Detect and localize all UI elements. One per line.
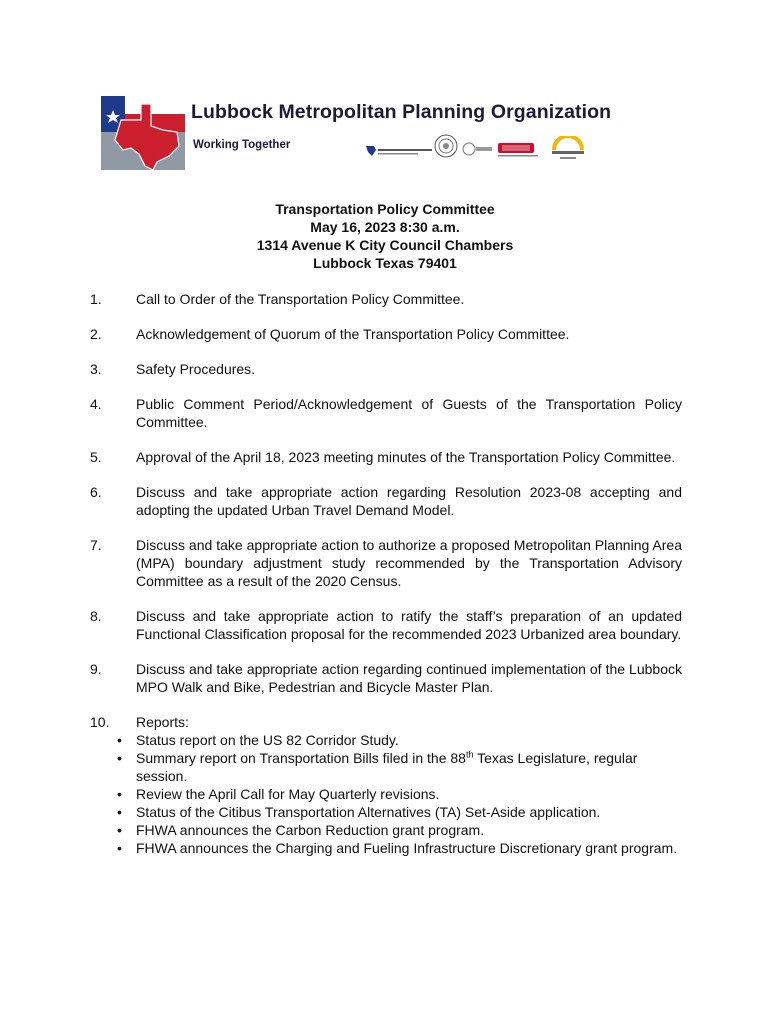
agenda-item-number: 6. (90, 484, 102, 500)
meeting-city: Lubbock Texas 79401 (313, 255, 457, 271)
meeting-heading (0, 200, 770, 272)
agenda-list (90, 290, 682, 857)
report-text: Status report on the US 82 Corridor Study. (136, 732, 399, 748)
report-text: FHWA announces the Charging and Fueling Infrastructure Discretionary grant program. (136, 840, 678, 856)
report-text-sup: th (465, 749, 474, 760)
agenda-item-text: Discuss and take appropriate action to authorize a proposed Metropolitan Planning Area (MPA) boundary adjustment study recommended by the Transportation Advisory Committee as a result of the 2020 Census. (136, 537, 682, 589)
report-bullet (117, 821, 682, 839)
report-text: FHWA announces the Carbon Reduction grant program. (136, 822, 485, 838)
report-bullet (117, 731, 682, 749)
agenda-item (90, 395, 682, 431)
agenda-item-number: 3. (90, 361, 102, 377)
city-of-lubbock-logo (462, 140, 494, 163)
bullet-icon: • (117, 822, 122, 838)
agenda-item-text: Discuss and take appropriate action regarding continued implementation of the Lubbock MPO Walk and Bike, Pedestrian and Bicycle Master Plan. (136, 661, 682, 695)
agenda-item (90, 448, 682, 466)
report-text: Review the April Call for May Quarterly revisions. (136, 786, 440, 802)
bullet-icon: • (117, 840, 122, 856)
agenda-item-text: Discuss and take appropriate action to ratify the staff’s preparation of an updated Functional Classification proposal for the recommended 2023 Urbanized area boundary. (136, 608, 682, 642)
reports-label: Reports: (136, 714, 189, 730)
lubbock-county-seal-logo (434, 134, 458, 163)
agenda-item-text: Safety Procedures. (136, 361, 256, 377)
agenda-item-text: Discuss and take appropriate action regarding Resolution 2023-08 accepting and adopting the updated Urban Travel Demand Model. (136, 484, 682, 518)
agenda-item-number: 7. (90, 537, 102, 553)
agenda-item (90, 360, 682, 378)
agenda-item (90, 483, 682, 519)
committee-title: Transportation Policy Committee (275, 201, 495, 217)
meeting-location: 1314 Avenue K City Council Chambers (256, 237, 514, 253)
report-text-pre: Summary report on Transportation Bills filed in the 88 (136, 750, 466, 766)
report-bullet (117, 803, 682, 821)
org-name: Lubbock Metropolitan Planning Organization (191, 101, 612, 123)
wolfforth-logo (548, 136, 588, 167)
bullet-icon: • (117, 804, 122, 820)
agenda-item-number: 2. (90, 326, 102, 342)
reports-item (90, 713, 682, 857)
agenda-item-number: 8. (90, 608, 102, 624)
lmpo-logo (101, 96, 185, 170)
agenda-item-number: 4. (90, 396, 102, 412)
report-bullet (117, 749, 682, 785)
agenda-item (90, 660, 682, 696)
agenda-item (90, 536, 682, 590)
agenda-item (90, 607, 682, 643)
agenda-item-text: Approval of the April 18, 2023 meeting minutes of the Transportation Policy Committee. (136, 449, 676, 465)
report-bullet (117, 785, 682, 803)
partner-logos (362, 132, 594, 162)
reports-bullet-list (90, 731, 682, 857)
agenda-item (90, 325, 682, 343)
report-text: Status of the Citibus Transportation Alternatives (TA) Set-Aside application. (136, 804, 601, 820)
report-bullet (117, 839, 682, 857)
agenda-item-number: 5. (90, 449, 102, 465)
agenda-item-text: Acknowledgement of Quorum of the Transportation Policy Committee. (136, 326, 570, 342)
agenda-item-number: 9. (90, 661, 102, 677)
report-text-post: Texas Legislature, regular session. (136, 750, 638, 784)
meeting-date-time: May 16, 2023 8:30 a.m. (310, 219, 460, 235)
agenda-item-number: 10. (90, 714, 110, 730)
bullet-icon: • (117, 750, 122, 766)
agenda-item-number: 1. (90, 291, 102, 307)
agenda-item (90, 290, 682, 308)
bullet-icon: • (117, 732, 122, 748)
agenda-item-text: Public Comment Period/Acknowledgement of Guests of the Transportation Policy Committee. (136, 396, 682, 430)
txdot-logo (364, 144, 434, 163)
agenda-item-text: Call to Order of the Transportation Policy Committee. (136, 291, 465, 307)
bullet-icon: • (117, 786, 122, 802)
citibus-logo (498, 141, 540, 164)
tagline: Working Together (193, 139, 291, 151)
